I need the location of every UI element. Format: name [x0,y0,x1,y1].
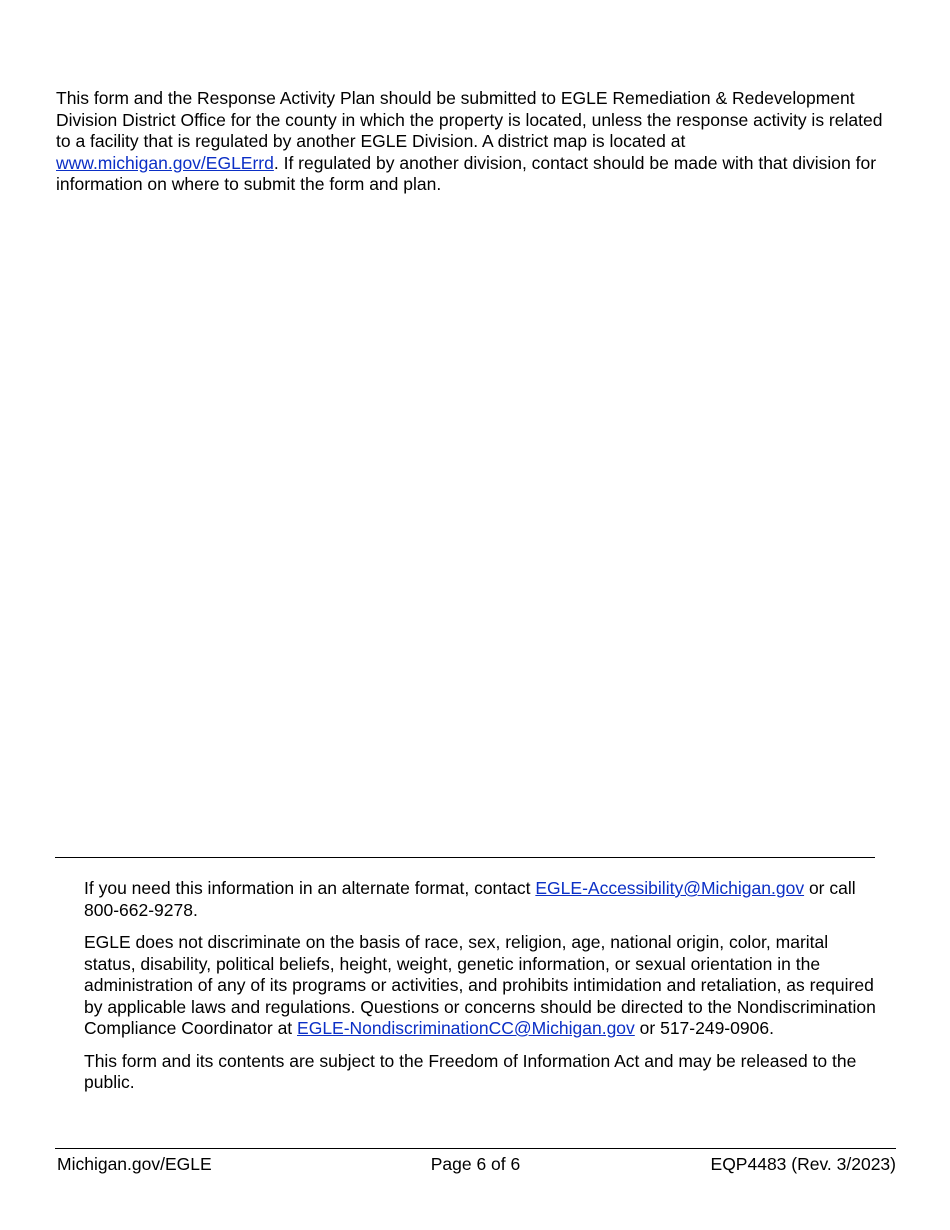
nondiscrimination-text-start: EGLE does not discriminate on the basis of race, sex, religion, age, national origin, color, marital status, disability, political beliefs, height, weight, genetic information, or sexual orientation in the administration of any of its programs or activities, and prohibits intimidation and retaliation, as required by applicable laws and regulations. Questions or concerns should be directed to the Nondiscrimination Compliance Coordinator at [84,932,876,1038]
accessibility-notice [84,878,884,921]
nondiscrimination-email-link[interactable]: EGLE-NondiscriminationCC@Michigan.gov [297,1018,635,1038]
district-map-link[interactable]: www.michigan.gov/EGLErrd [56,152,274,173]
page-footer [55,1148,896,1174]
accessibility-text-start: If you need this information in an alternate format, contact [84,878,536,898]
legal-notices [84,878,884,1105]
foia-notice: This form and its contents are subject to the Freedom of Information Act and may be released to the public. [84,1050,857,1092]
footer-form-id: EQP4483 (Rev. 3/2023) [710,1154,896,1174]
footer-page-number: Page 6 of 6 [430,1154,521,1174]
submission-text-start: This form and the Response Activity Plan should be submitted to EGLE Remediation & Redevelopment Division District Office for the county in which the property is located, unless the response activity is related to a facility that is regulated by another EGLE Division. A district map is located at [56,88,883,151]
submission-instructions [56,88,901,196]
submission-text-end: . If regulated by another division, contact should be made with that division for information on where to submit the form and plan. [56,152,877,194]
accessibility-email-link[interactable]: EGLE-Accessibility@Michigan.gov [535,878,805,898]
nondiscrimination-text-end: or 517-249-0906. [634,1018,774,1038]
footer-website: Michigan.gov/EGLE [57,1154,212,1174]
accessibility-text-end: or call 800-662-9278. [84,878,856,920]
footnote-separator [55,857,875,858]
nondiscrimination-notice [84,932,884,1040]
